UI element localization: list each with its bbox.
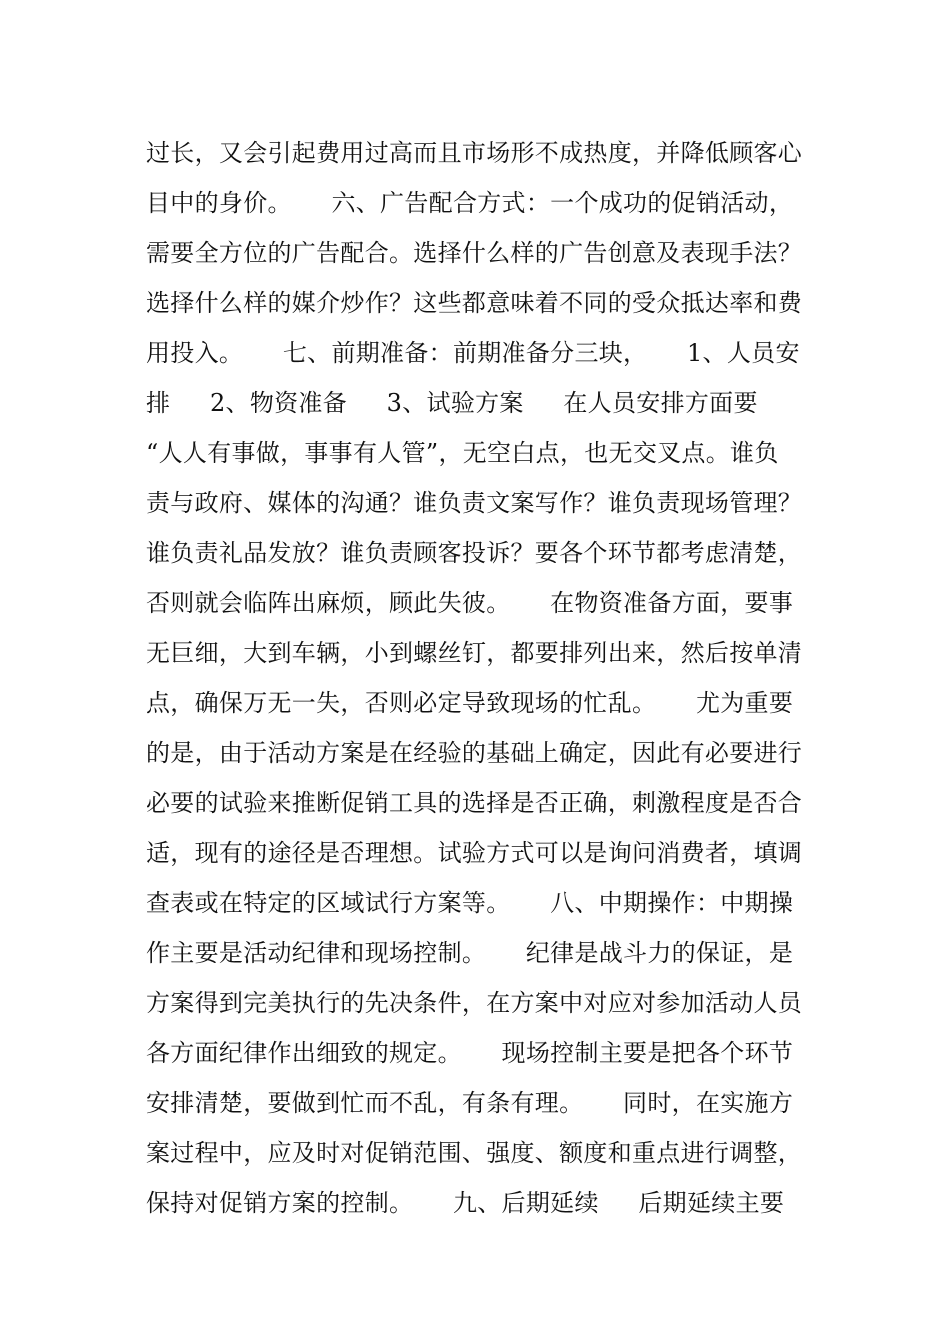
text-line: 选择什么样的媒介炒作？这些都意味着不同的受众抵达率和费 [146, 289, 803, 317]
text-line: 否则就会临阵出麻烦，顾此失彼。 在物资准备方面，要事 [146, 589, 794, 617]
text-line: 的是，由于活动方案是在经验的基础上确定，因此有必要进行 [146, 739, 803, 767]
text-line: “人人有事做，事事有人管”，无空白点，也无交叉点。谁负 [146, 439, 779, 467]
text-line: 谁负责礼品发放？谁负责顾客投诉？要各个环节都考虑清楚， [146, 539, 803, 567]
text-line: 方案得到完美执行的先决条件，在方案中对应对参加活动人员 [146, 989, 803, 1017]
text-line: 案过程中，应及时对促销范围、强度、额度和重点进行调整， [146, 1139, 803, 1167]
body-text [146, 128, 808, 1228]
text-line: 目中的身价。 六、广告配合方式：一个成功的促销活动， [146, 189, 794, 217]
text-line: 点，确保万无一失，否则必定导致现场的忙乱。 尤为重要 [146, 689, 794, 717]
text-line: 查表或在特定的区域试行方案等。 八、中期操作：中期操 [146, 889, 794, 917]
text-line: 适，现有的途径是否理想。试验方式可以是询问消费者，填调 [146, 839, 803, 867]
text-line: 保持对促销方案的控制。 九、后期延续 后期延续主要 [146, 1189, 785, 1217]
text-line: 过长，又会引起费用过高而且市场形不成热度，并降低顾客心 [146, 139, 803, 167]
text-line: 需要全方位的广告配合。选择什么样的广告创意及表现手法？ [146, 239, 803, 267]
text-line: 必要的试验来推断促销工具的选择是否正确，刺激程度是否合 [146, 789, 803, 817]
text-line: 各方面纪律作出细致的规定。 现场控制主要是把各个环节 [146, 1039, 794, 1067]
text-line: 作主要是活动纪律和现场控制。 纪律是战斗力的保证，是 [146, 939, 794, 967]
text-line: 无巨细，大到车辆，小到螺丝钉，都要排列出来，然后按单清 [146, 639, 803, 667]
text-line: 排 2、物资准备 3、试验方案 在人员安排方面要 [146, 389, 758, 417]
text-line: 安排清楚，要做到忙而不乱，有条有理。 同时，在实施方 [146, 1089, 794, 1117]
text-line: 用投入。 七、前期准备：前期准备分三块， 1、人员安 [146, 339, 800, 367]
text-line: 责与政府、媒体的沟通？谁负责文案写作？谁负责现场管理？ [146, 489, 803, 517]
